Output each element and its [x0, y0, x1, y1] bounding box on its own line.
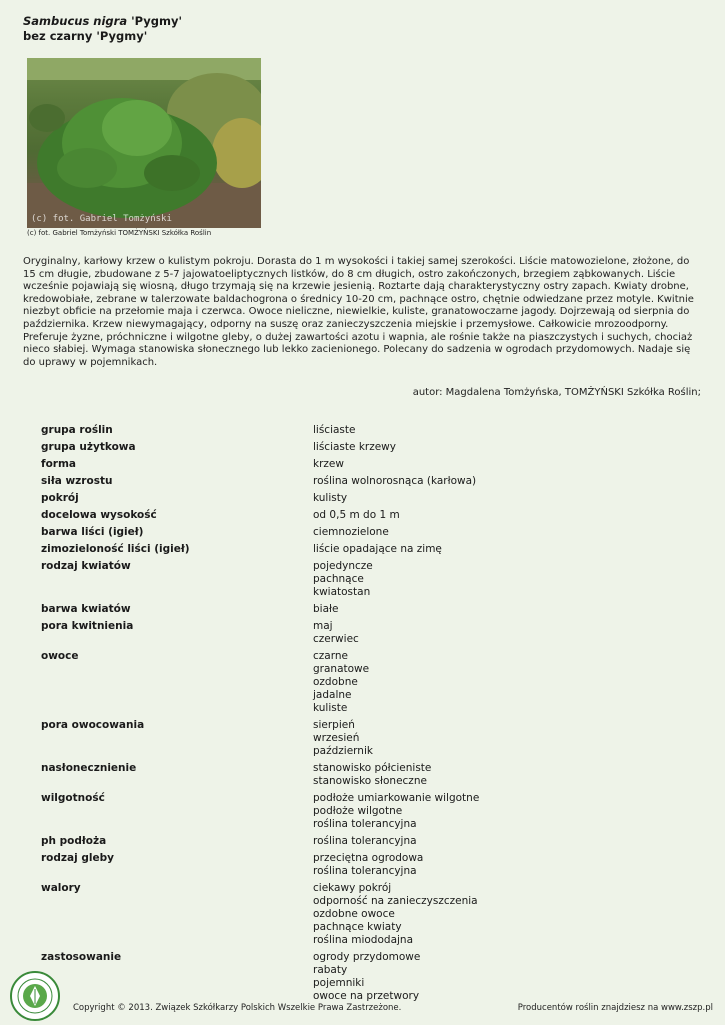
property-row — [41, 762, 681, 788]
property-values — [313, 951, 420, 1003]
property-value: pojedyncze — [313, 560, 373, 572]
property-label: zastosowanie — [41, 951, 122, 963]
property-value: liściaste — [313, 424, 356, 436]
plant-title — [23, 14, 182, 44]
property-value: granatowe — [313, 663, 370, 675]
property-value: czarne — [313, 650, 348, 662]
property-value: kwiatostan — [313, 586, 371, 598]
property-value: ozdobne — [313, 676, 358, 688]
property-values — [313, 852, 423, 878]
property-label: grupa roślin — [41, 424, 113, 436]
property-values — [313, 762, 431, 788]
property-row — [41, 526, 681, 539]
property-values — [313, 560, 373, 599]
common-name: bez czarny 'Pygmy' — [23, 29, 148, 43]
cultivar-name: 'Pygmy' — [127, 14, 182, 28]
property-value: rabaty — [313, 964, 348, 976]
plant-photo — [27, 58, 261, 228]
properties-table — [41, 424, 681, 1007]
property-values — [313, 543, 442, 556]
property-value: liście opadające na zimę — [313, 543, 442, 555]
property-value: czerwiec — [313, 633, 359, 645]
photo-watermark: (c) fot. Gabriel Tomżyński — [31, 214, 172, 224]
property-value: kuliste — [313, 702, 348, 714]
property-value: roślina miododajna — [313, 934, 414, 946]
property-value: ogrody przydomowe — [313, 951, 421, 963]
property-label: pora owocowania — [41, 719, 145, 731]
property-value: przeciętna ogrodowa — [313, 852, 424, 864]
property-label: rodzaj kwiatów — [41, 560, 131, 572]
zszp-logo-icon — [10, 971, 60, 1021]
property-row — [41, 620, 681, 646]
property-value: pachnące kwiaty — [313, 921, 402, 933]
property-row — [41, 951, 681, 1003]
property-row — [41, 792, 681, 831]
property-value: ciemnozielone — [313, 526, 389, 538]
property-value: maj — [313, 620, 333, 632]
property-row — [41, 560, 681, 599]
latin-name: Sambucus nigra — [23, 14, 128, 28]
property-row — [41, 882, 681, 947]
property-value: pojemniki — [313, 977, 365, 989]
property-value: ciekawy pokrój — [313, 882, 392, 894]
property-label: zimozieloność liści (igieł) — [41, 543, 190, 555]
property-label: grupa użytkowa — [41, 441, 136, 453]
property-values — [313, 441, 396, 454]
property-value: owoce na przetwory — [313, 990, 420, 1002]
property-label: barwa kwiatów — [41, 603, 131, 615]
property-values — [313, 792, 479, 831]
property-row — [41, 650, 681, 715]
property-row — [41, 475, 681, 488]
property-values — [313, 492, 347, 505]
property-label: siła wzrostu — [41, 475, 113, 487]
property-values — [313, 620, 359, 646]
property-values — [313, 424, 355, 437]
property-value: stanowisko słoneczne — [313, 775, 427, 787]
photo-caption: (c) fot. Gabriel Tomżyński TOMŻYŃSKI Szkółka Roślin — [27, 229, 212, 237]
property-row — [41, 509, 681, 522]
property-value: kulisty — [313, 492, 348, 504]
property-values — [313, 882, 478, 947]
property-value: podłoże wilgotne — [313, 805, 403, 817]
property-label: rodzaj gleby — [41, 852, 114, 864]
property-values — [313, 526, 389, 539]
property-label: walory — [41, 882, 81, 894]
property-label: nasłonecznienie — [41, 762, 137, 774]
property-label: docelowa wysokość — [41, 509, 157, 521]
property-values — [313, 719, 373, 758]
copyright-text: Copyright © 2013. Związek Szkółkarzy Polskich Wszelkie Prawa Zastrzeżone. — [73, 1003, 402, 1013]
property-values — [313, 603, 338, 616]
plant-description: Oryginalny, karłowy krzew o kulistym pokroju. Dorasta do 1 m wysokości i takiej samej szerokości. Liście matowozielone, złożone, do 15 cm długie, zbudowane z 5-7 jajowatoeliptycznych listków, do 8 cm długich, ostro zakończonych, brzegiem ząbkowanych. Liście wcześnie pojawiają się wiosną, długo trzymają się na krzewie jesienią. Roztarte dają charakterystyczny ostry zapach. Kwiaty drobne, kredowobiałe, zebrane w talerzowate baldachogrona o średnicy 10-20 cm, pachnące ostro, chętnie odwiedzane przez motyle. Kwitnie niezbyt obficie na przełomie maja i czerwca. Owoce nieliczne, niewielkie, kuliste, granatowoczarne jagody. Dojrzewają od sierpnia do października. Krzew niewymagający, odporny na suszę oraz zanieczyszczenia miejskie i przemysłowe. Całkowicie mrozoodporny. Preferuje żyzne, próchniczne i wilgotne gleby, o dużej zawartości azotu i wapnia, ale rośnie także na piaszczystych i suchych, chociaż nieco słabiej. Wymaga stanowiska słonecznego lub lekko zacienionego. Polecany do sadzenia w ogrodach przydomowych. Nadaje się do uprawy w pojemnikach. — [23, 256, 694, 368]
property-values — [313, 835, 417, 848]
property-label: wilgotność — [41, 792, 105, 804]
property-values — [313, 509, 400, 522]
property-values — [313, 650, 369, 715]
property-value: roślina tolerancyjna — [313, 835, 417, 847]
property-value: roślina tolerancyjna — [313, 818, 417, 830]
property-value: podłoże umiarkowanie wilgotne — [313, 792, 480, 804]
property-row — [41, 492, 681, 505]
property-label: ph podłoża — [41, 835, 107, 847]
property-values — [313, 458, 344, 471]
property-row — [41, 543, 681, 556]
property-value: roślina tolerancyjna — [313, 865, 417, 877]
property-label: owoce — [41, 650, 79, 662]
property-values — [313, 475, 476, 488]
property-label: forma — [41, 458, 76, 470]
shrub-illustration — [27, 58, 261, 228]
property-value: sierpień — [313, 719, 355, 731]
property-value: jadalne — [313, 689, 352, 701]
property-label: pora kwitnienia — [41, 620, 134, 632]
property-row — [41, 458, 681, 471]
property-label: pokrój — [41, 492, 79, 504]
property-row — [41, 835, 681, 848]
property-value: odporność na zanieczyszczenia — [313, 895, 478, 907]
property-row — [41, 424, 681, 437]
property-value: październik — [313, 745, 373, 757]
producers-link[interactable]: Producentów roślin znajdziesz na www.zszp.pl — [517, 1003, 713, 1013]
property-value: ozdobne owoce — [313, 908, 395, 920]
property-value: roślina wolnorosnąca (karłowa) — [313, 475, 477, 487]
property-value: stanowisko półcieniste — [313, 762, 432, 774]
property-value: pachnące — [313, 573, 364, 585]
property-value: od 0,5 m do 1 m — [313, 509, 400, 521]
property-row — [41, 441, 681, 454]
property-value: białe — [313, 603, 339, 615]
property-value: liściaste krzewy — [313, 441, 396, 453]
property-row — [41, 719, 681, 758]
property-row — [41, 852, 681, 878]
property-value: krzew — [313, 458, 344, 470]
property-label: barwa liści (igieł) — [41, 526, 144, 538]
author-line: autor: Magdalena Tomżyńska, TOMŻYŃSKI Szkółka Roślin; — [412, 387, 701, 398]
property-value: wrzesień — [313, 732, 360, 744]
property-row — [41, 603, 681, 616]
